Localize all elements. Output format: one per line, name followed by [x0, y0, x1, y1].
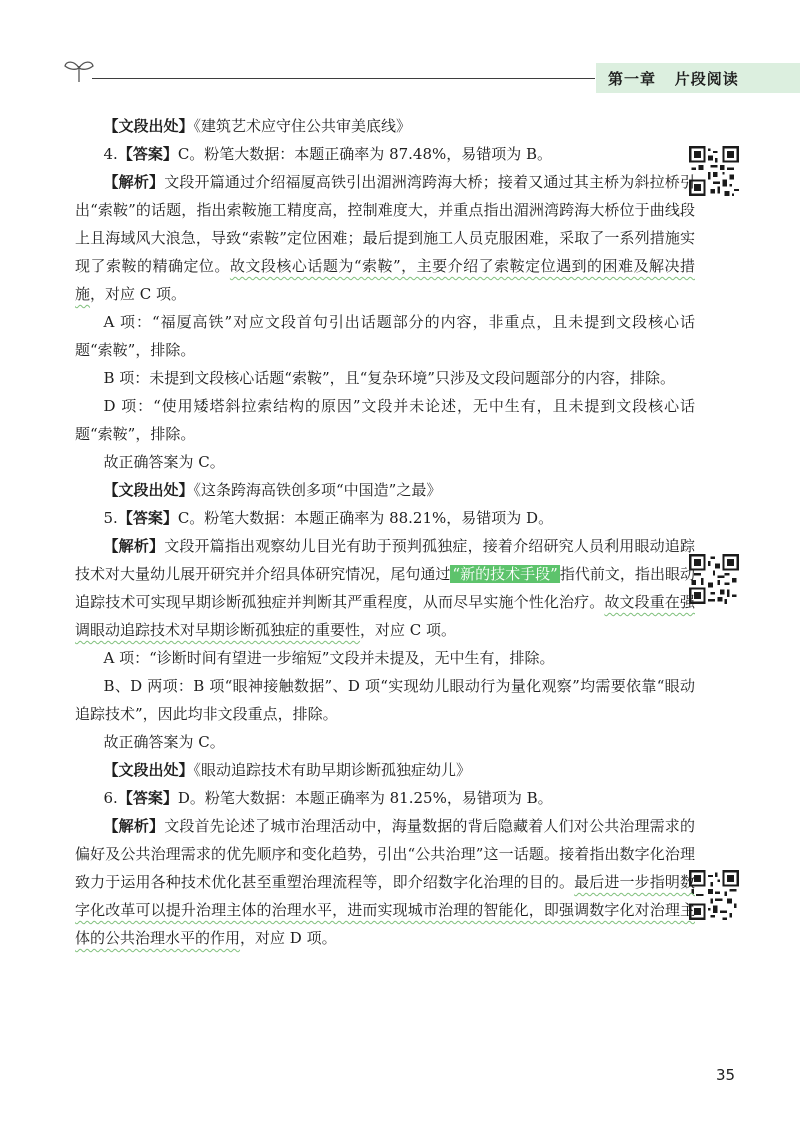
answer-label: 【答案】 [117, 145, 178, 163]
analysis-label: 【解析】 [103, 537, 165, 555]
analysis-conclusion: ，对应 C 项。 [360, 621, 457, 639]
source-label: 【文段出处】 [103, 761, 194, 779]
analysis-key-sentence: 故文段核心话题为“索鞍”，主要介绍了索鞍定位遇到的困难及解决措施 [75, 257, 695, 303]
analysis-text: 指代前文，指出眼动追踪技术可实现早期诊断孤独症并判断其严重程度，从而尽早实施个性化治疗。 [75, 565, 695, 611]
analysis-conclusion: ，对应 D 项。 [240, 929, 337, 947]
source-line [75, 476, 695, 504]
source-line [75, 112, 695, 140]
analysis-label: 【解析】 [103, 817, 165, 835]
answer-label: 【答案】 [117, 509, 178, 527]
analysis-paragraph [75, 812, 695, 952]
option-analysis: A 项：“福厦高铁”对应文段首句引出话题部分的内容，非重点，且未提到文段核心话题“索鞍”，排除。 [75, 313, 695, 359]
page-number: 35 [716, 1066, 736, 1084]
option-analysis: B、D 两项：B 项“眼神接触数据”、D 项“实现幼儿眼动行为量化观察”均需要依靠“眼动追踪技术”，因此均非文段重点，排除。 [75, 677, 695, 723]
section-title: 片段阅读 [674, 70, 739, 88]
analysis-conclusion: ，对应 C 项。 [90, 285, 187, 303]
source-title: 《这条跨海高铁创多项“中国造”之最》 [193, 481, 442, 499]
question-number: 4. [103, 145, 118, 163]
source-line [75, 756, 695, 784]
answer-explanations [75, 112, 695, 952]
answer-text: C。粉笔大数据：本题正确率为 87.48%，易错项为 B。 [177, 145, 553, 163]
analysis-text: 文段开篇指出观察幼儿目光有助于预判孤独症，接着介绍研究人员利用眼动追踪技术对大量幼儿展开研究并介绍具体研究情况，尾句通过 [75, 537, 695, 583]
header-rule [92, 78, 595, 79]
qr-code-icon[interactable] [689, 554, 739, 604]
question-number: 6. [103, 789, 118, 807]
qr-code-icon[interactable] [689, 146, 739, 196]
analysis-label: 【解析】 [103, 173, 165, 191]
sprout-icon [62, 56, 96, 84]
analysis-text: 文段开篇通过介绍福厦高铁引出湄洲湾跨海大桥；接着又通过其主桥为斜拉桥引出“索鞍”的话题，指出索鞍施工精度高，控制难度大，并重点指出湄洲湾跨海大桥位于曲线段上且海域风大浪急，导致“索鞍”定位困难；最后提到施工人员克服困难，采取了一系列措施实现了索鞍的精确定位。 [75, 173, 695, 275]
answer-line [75, 784, 695, 812]
option-analysis: D 项：“使用矮塔斜拉索结构的原因”文段并未论述，无中生有，且未提到文段核心话题“索鞍”，排除。 [75, 397, 695, 443]
analysis-key-sentence: 故文段重在强调眼动追踪技术对早期诊断孤独症的重要性 [75, 593, 695, 639]
chapter-title [608, 68, 788, 89]
answer-label: 【答案】 [117, 789, 178, 807]
chapter-number: 第一章 [608, 70, 657, 88]
answer-line [75, 140, 695, 168]
qr-code-icon[interactable] [689, 870, 739, 920]
source-label: 【文段出处】 [103, 481, 194, 499]
question-number: 5. [103, 509, 118, 527]
page-header [0, 0, 800, 110]
correct-answer: 故正确答案为 C。 [103, 453, 225, 471]
source-title: 《眼动追踪技术有助早期诊断孤独症幼儿》 [193, 761, 472, 779]
source-label: 【文段出处】 [103, 117, 194, 135]
option-analysis: B 项：未提到文段核心话题“索鞍”，且“复杂环境”只涉及文段问题部分的内容，排除。 [103, 369, 675, 387]
analysis-paragraph [75, 168, 695, 308]
source-title: 《建筑艺术应守住公共审美底线》 [193, 117, 412, 135]
answer-text: C。粉笔大数据：本题正确率为 88.21%，易错项为 D。 [177, 509, 554, 527]
analysis-text: 文段首先论述了城市治理活动中，海量数据的背后隐藏着人们对公共治理需求的偏好及公共治理需求的优先顺序和变化趋势，引出“公共治理”这一话题。接着指出数字化治理致力于运用各种技术优化甚至重塑治理流程等，即介绍数字化治理的目的。 [75, 817, 695, 891]
answer-text: D。粉笔大数据：本题正确率为 81.25%，易错项为 B。 [177, 789, 553, 807]
highlighted-phrase: “新的技术手段” [452, 565, 558, 583]
analysis-key-sentence: 最后进一步指明数字化改革可以提升治理主体的治理水平，进而实现城市治理的智能化，即强调数字化对治理主体的公共治理水平的作用 [75, 873, 695, 947]
analysis-paragraph [75, 532, 695, 644]
option-analysis: A 项：“诊断时间有望进一步缩短”文段并未提及，无中生有，排除。 [103, 649, 555, 667]
answer-line [75, 504, 695, 532]
correct-answer: 故正确答案为 C。 [103, 733, 225, 751]
